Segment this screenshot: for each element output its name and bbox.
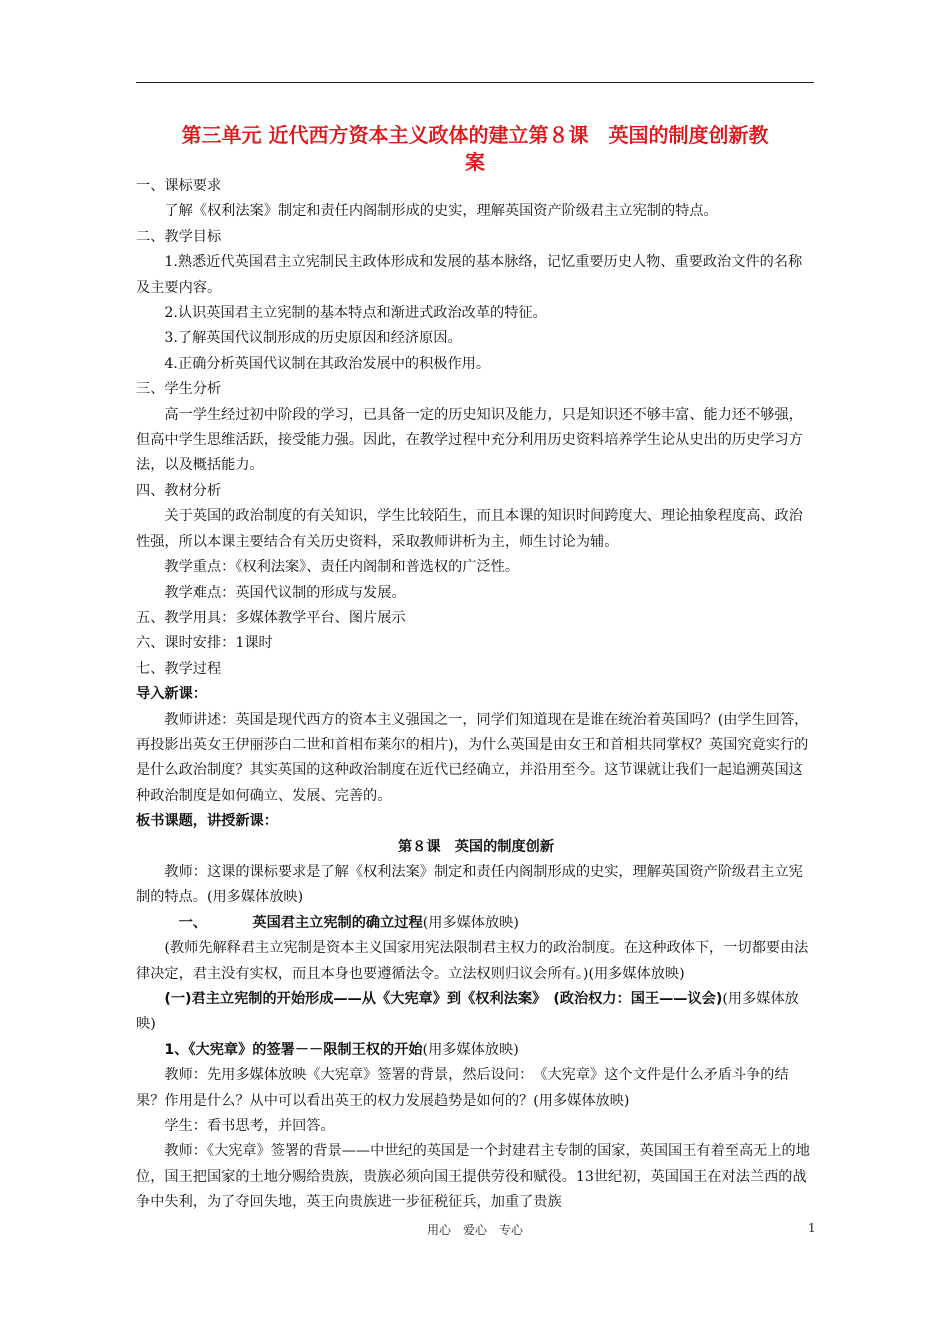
goal-item: 2.认识英国君主立宪制的基本特点和渐进式政治改革的特征。 [164, 305, 547, 322]
paragraph: 教师：《大宪章》签署的背景——中世纪的英国是一个封建君主专制的国家，英国国王有着至高无上的地位，国王把国家的土地分赐给贵族，贵族必须向国王提供劳役和赋役。13世纪初，英国国王在对法兰西的战争中失利，为了夺回失地，英王向贵族进一步征税征兵，加重了贵族 [136, 1143, 810, 1211]
section-heading: 六、课时安排：1课时 [136, 635, 273, 652]
item-note: (用多媒体放映) [422, 1041, 519, 1058]
bold-heading: 导入新课： [136, 686, 207, 703]
goal-item: 1.熟悉近代英国君主立宪制民主政体形成和发展的基本脉络，记忆重要历史人物、重要政治文件的名称及主要内容。 [136, 254, 803, 296]
item-title: 1、《大宪章》的签署－－限制王权的开始 [164, 1041, 423, 1058]
part-heading [136, 911, 816, 936]
page-number: 1 [808, 1221, 816, 1235]
paragraph: 教师：先用多媒体放映《大宪章》签署的背景，然后设问： 《大宪章》这个文件是什么矛盾斗争的结果？作用是什么？从中可以看出英王的权力发展趋势是如何的？(用多媒体放映) [136, 1067, 789, 1109]
paragraph: 教学难点：英国代议制的形成与发展。 [164, 584, 406, 601]
part-title: 英国君主立宪制的确立过程 [252, 914, 423, 931]
part-number: 一、 [178, 914, 207, 931]
section-heading: 一、课标要求 [136, 178, 222, 194]
sub-note: (用多媒体放映) [136, 991, 799, 1033]
paragraph: 高一学生经过初中阶段的学习，已具备一定的历史知识及能力，只是知识还不够丰富、能力还不够强，但高中学生思维活跃，接受能力强。因此，在教学过程中充分利用历史资料培养学生论从史出的历史学习方法，以及概括能力。 [136, 406, 803, 474]
section-heading: 五、教学用具：多媒体教学平台、图片展示 [136, 609, 406, 626]
paragraph: 了解《权利法案》制定和责任内阁制形成的史实，理解英国资产阶级君主立宪制的特点。 [164, 203, 718, 220]
section-heading: 四、教材分析 [136, 482, 222, 499]
section-heading: 七、教学过程 [136, 660, 222, 677]
page-footer: 用心 爱心 专心 [426, 1223, 523, 1237]
goal-item: 3.了解英国代议制形成的历史原因和经济原因。 [164, 330, 462, 347]
item-heading [136, 1038, 816, 1063]
document-body [136, 174, 816, 1216]
paragraph: 学生：看书思考，并回答。 [164, 1118, 335, 1135]
paragraph: 教师：这课的课标要求是了解《权利法案》制定和责任内阁制形成的史实，理解英国资产阶级君主立宪制的特点。(用多媒体放映) [136, 863, 803, 906]
paragraph: 教师讲述：英国是现代西方的资本主义强国之一，同学们知道现在是谁在统治着英国吗？(由学生回答，再投影出英女王伊丽莎白二世和首相布莱尔的相片)，为什么英国是由女王和首相共同掌权？英国究竟实行的是什么政治制度？其实英国的这种政治制度在近代已经确立，并沿用至今。这节课就让我们一起追溯英国这种政治制度是如何确立、发展、完善的。 [136, 711, 809, 804]
paragraph: (教师先解释君主立宪制是资本主义国家用宪法限制君主权力的政治制度。在这种政体下，一切都要由法律决定，君主没有实权，而且本身也要遵循法令。立法权则归议会所有。)(用多媒体放映) [136, 940, 809, 982]
goal-item: 4.正确分析英国代议制在其政治发展中的积极作用。 [164, 355, 491, 372]
part-note: (用多媒体放映) [422, 914, 519, 931]
header-rule [136, 82, 814, 83]
bold-heading: 板书课题，讲授新课： [136, 813, 278, 830]
title-line-1: 第三单元 近代西方资本主义政体的建立第８课 英国的制度创新教 [181, 123, 769, 147]
sub-title: (一)君主立宪制的开始形成——从《大宪章》到《权利法案》 (政治权力：国王——议会) [164, 991, 723, 1007]
section-heading: 二、教学目标 [136, 228, 222, 245]
paragraph: 教学重点：《权利法案》、责任内阁制和普选权的广泛性。 [164, 559, 520, 576]
title-line-2: 案 [465, 150, 485, 174]
paragraph: 关于英国的政治制度的有关知识，学生比较陌生，而且本课的知识时间跨度大、理论抽象程度高、政治性强，所以本课主要结合有关历史资料，采取教师讲析为主，师生讨论为辅。 [136, 508, 803, 550]
section-heading: 三、学生分析 [136, 381, 222, 398]
lesson-title: 第８课 英国的制度创新 [397, 838, 555, 855]
document-title [136, 122, 814, 176]
sub-heading [136, 987, 816, 1038]
